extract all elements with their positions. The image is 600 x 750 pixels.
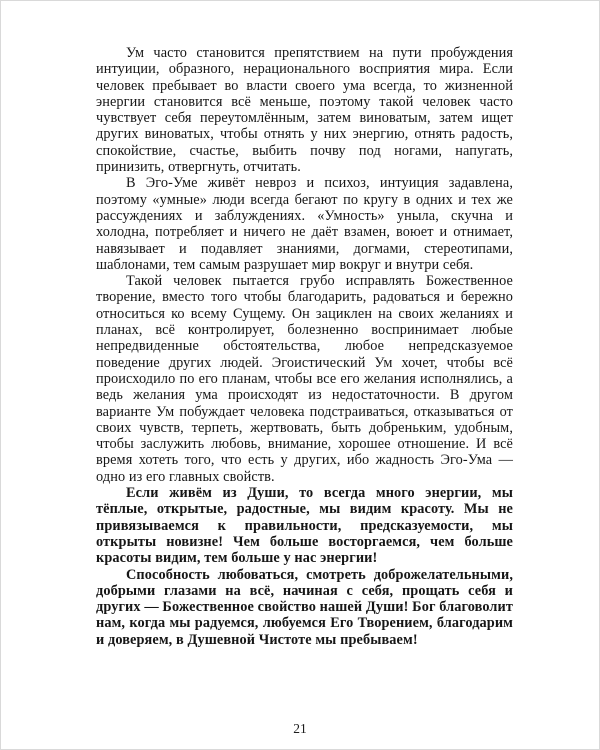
paragraph-1: Ум часто становится препятствием на пути пробуждения интуиции, образного, нерационального восприятия мира. Если человек пребывает во власти своего ума всегда, то жизненной энергии становится всё меньше, поэтому такой человек часто чувствует себя переутомлённым, затем виноватым, затем ищет других виноватых, чтобы отнять у них энергию, отнять радость, спокойствие, счастье, выбить почву под ногами, напугать, принизить, отвергнуть, отчитать. <box>96 45 513 176</box>
paragraph-3: Такой человек пытается грубо исправлять Божественное творение, вместо того чтобы благодарить, радоваться и бережно относиться ко всему Сущему. Он зациклен на своих желаниях и планах, всё контролирует, болезненно воспринимает любые непредвиденные обстоятельства, любое непредсказуемое поведение других людей. Эгоистический Ум хочет, чтобы всё происходило по его планам, чтобы все его желания исполнялись, а ведь желания ума происходят из недостаточности. В другом варианте Ум побуждает человека подстраиваться, отказываться от своих чувств, терпеть, жертвовать, быть добреньким, удобным, чтобы заслужить любовь, внимание, хорошее отношение. И всё время хотеть того, что есть у других, ибо жадность Эго-Ума — одно из его главных свойств. <box>96 273 513 485</box>
paragraph-4-emphasis: Если живём из Души, то всегда много энергии, мы тёплые, открытые, радостные, мы видим красоту. Мы не привязываемся к правильности, предсказуемости, мы открыты новизне! Чем больше восторгаемся, чем больше красоты видим, тем больше у нас энергии! <box>96 485 513 567</box>
page-number: 21 <box>293 721 307 736</box>
page-text-block <box>96 45 513 648</box>
paragraph-5-emphasis: Способность любоваться, смотреть доброжелательными, добрыми глазами на всё, начиная с себя, прощать себя и других — Божественное свойство нашей Души! Бог благоволит нам, когда мы радуемся, любуемся Его Творением, благодарим и доверяем, в Душевной Чистоте мы пребываем! <box>96 566 513 648</box>
paragraph-2: В Эго-Уме живёт невроз и психоз, интуиция задавлена, поэтому «умные» люди всегда бегают по кругу в одних и тех же рассуждениях и заблуждениях. «Умность» уныла, скучна и холодна, потребляет и ничего не даёт взамен, воюет и отнимает, навязывает и подавляет знаниями, догмами, стереотипами, шаблонами, тем самым разрушает мир вокруг и внутри себя. <box>96 175 513 273</box>
